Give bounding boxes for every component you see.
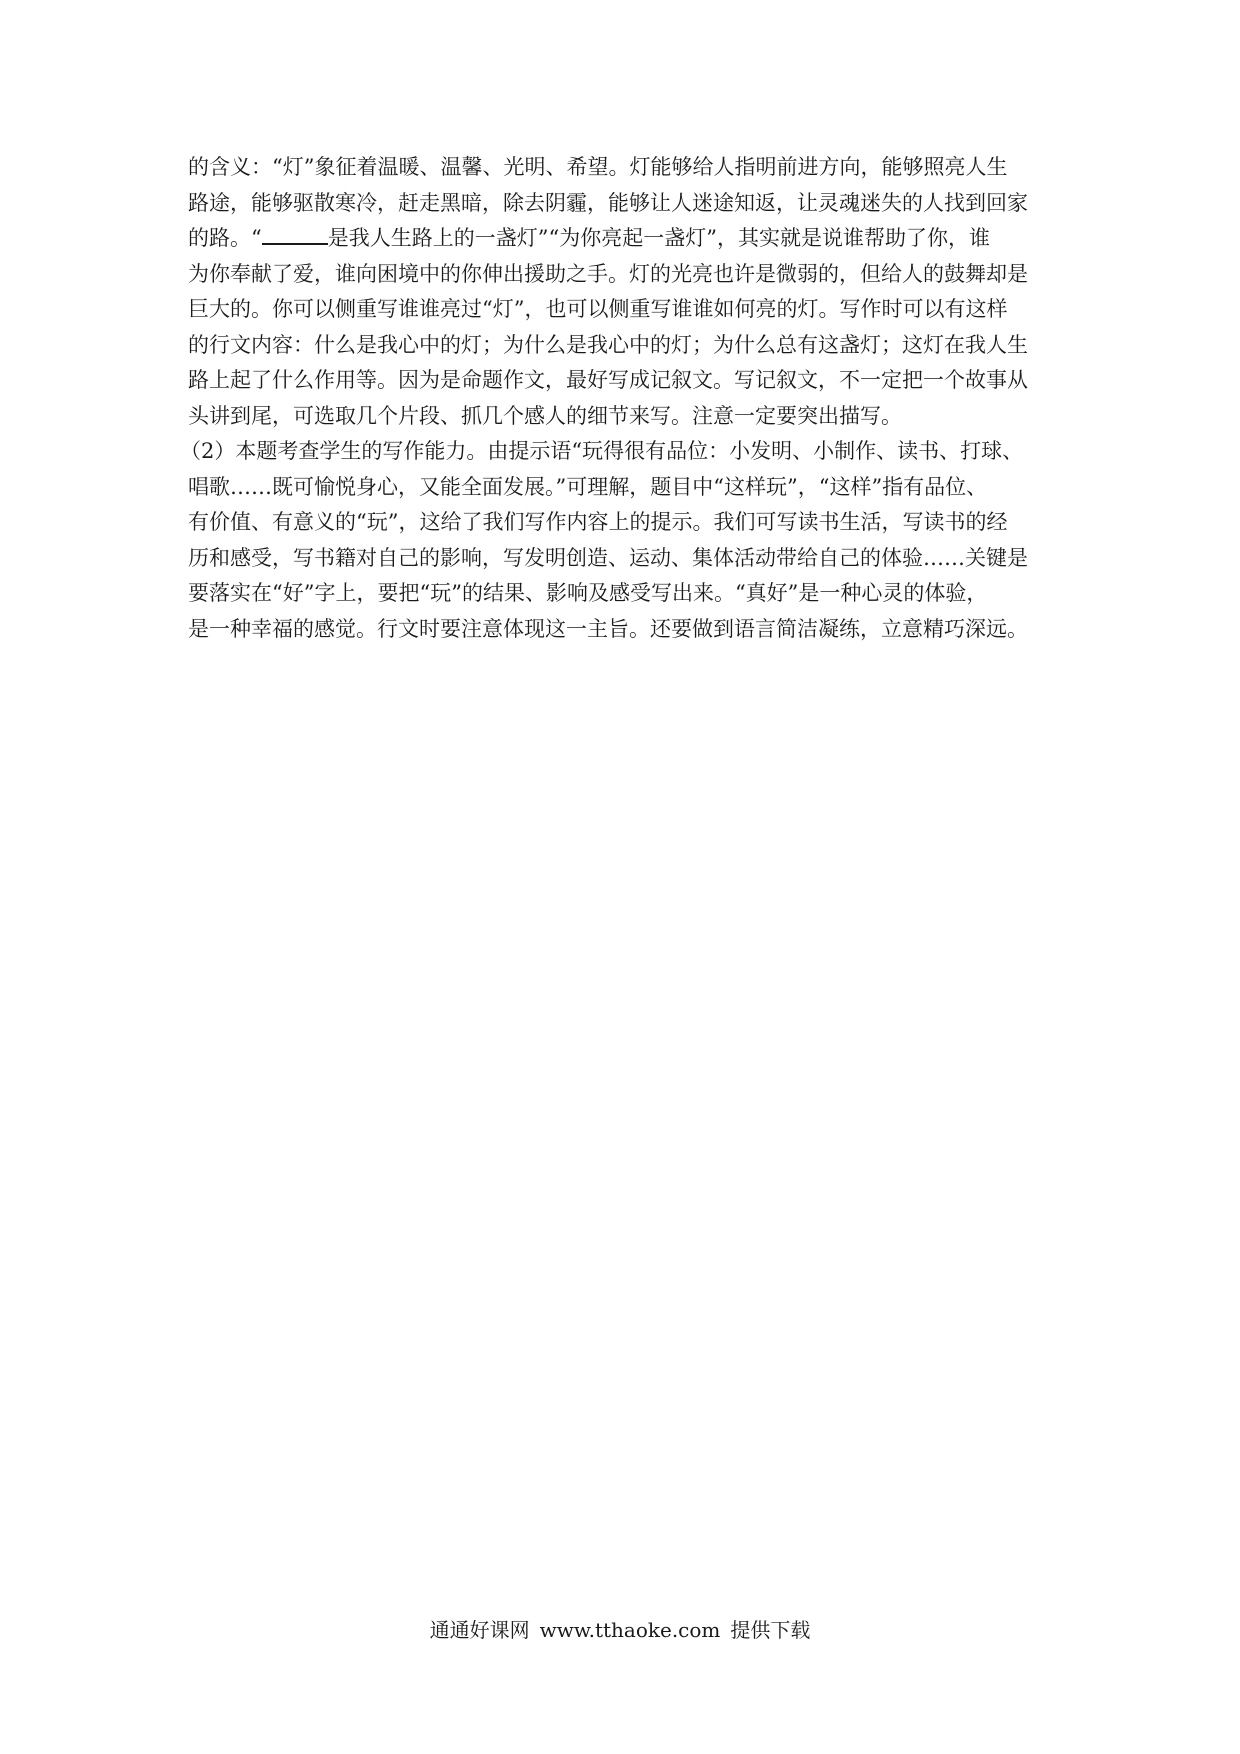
document-body [180, 150, 1068, 647]
text-line-prefix: 的路。“ [188, 226, 262, 250]
text-line: 巨大的。你可以侧重写谁谁亮过“灯”，也可以侧重写谁谁如何亮的灯。写作时可以有这样 [188, 297, 1008, 321]
text-line-rest: 是我人生路上的一盏灯”“为你亮起一盏灯”，其实就是说谁帮助了你，谁 [327, 226, 990, 250]
paragraph-1 [188, 150, 1068, 434]
paragraph-2 [180, 434, 1068, 647]
text-line: 头讲到尾，可选取几个片段、抓几个感人的细节来写。注意一定要突出描写。 [188, 403, 902, 428]
text-line: 的含义：“灯”象征着温暖、温馨、光明、希望。灯能够给人指明前进方向，能够照亮人生 [188, 155, 1008, 179]
footer-url: www.tthaoke.com [539, 1618, 721, 1642]
fill-in-blank [262, 223, 328, 245]
text-line: 路途，能够驱散寒冷，赶走黑暗，除去阴霾，能够让人迷途知返，让灵魂迷失的人找到回家 [188, 190, 1028, 215]
text-line: 的行文内容：什么是我心中的灯；为什么是我心中的灯；为什么总有这盏灯；这灯在我人生 [188, 332, 1028, 357]
text-line: 路上起了什么作用等。因为是命题作文，最好写成记叙文。写记叙文，不一定把一个故事从 [188, 368, 1028, 392]
page-footer [0, 1614, 1240, 1643]
text-line [188, 221, 1068, 257]
footer-suffix: 提供下载 [730, 1618, 811, 1642]
footer-site-name: 通通好课网 [429, 1618, 530, 1642]
text-line: 为你奉献了爱，谁向困境中的你伸出援助之手。灯的光亮也许是微弱的，但给人的鼓舞却是 [188, 261, 1028, 286]
text-line: （2）本题考查学生的写作能力。由提示语“玩得很有品位：小发明、小制作、读书、打球、 [180, 439, 1024, 463]
text-line: 历和感受，写书籍对自己的影响，写发明创造、运动、集体活动带给自己的体验……关键是 [188, 545, 1028, 570]
text-line: 要落实在“好”字上，要把“玩”的结果、影响及感受写出来。“真好”是一种心灵的体验， [188, 581, 988, 605]
text-line: 唱歌……既可愉悦身心，又能全面发展。”可理解，题目中“这样玩”，“这样”指有品位、 [188, 474, 988, 499]
text-line: 有价值、有意义的“玩”，这给了我们写作内容上的提示。我们可写读书生活，写读书的经 [188, 510, 1008, 534]
text-line: 是一种幸福的感觉。行文时要注意体现这一主旨。还要做到语言简洁凝练，立意精巧深远。 [188, 616, 1028, 641]
